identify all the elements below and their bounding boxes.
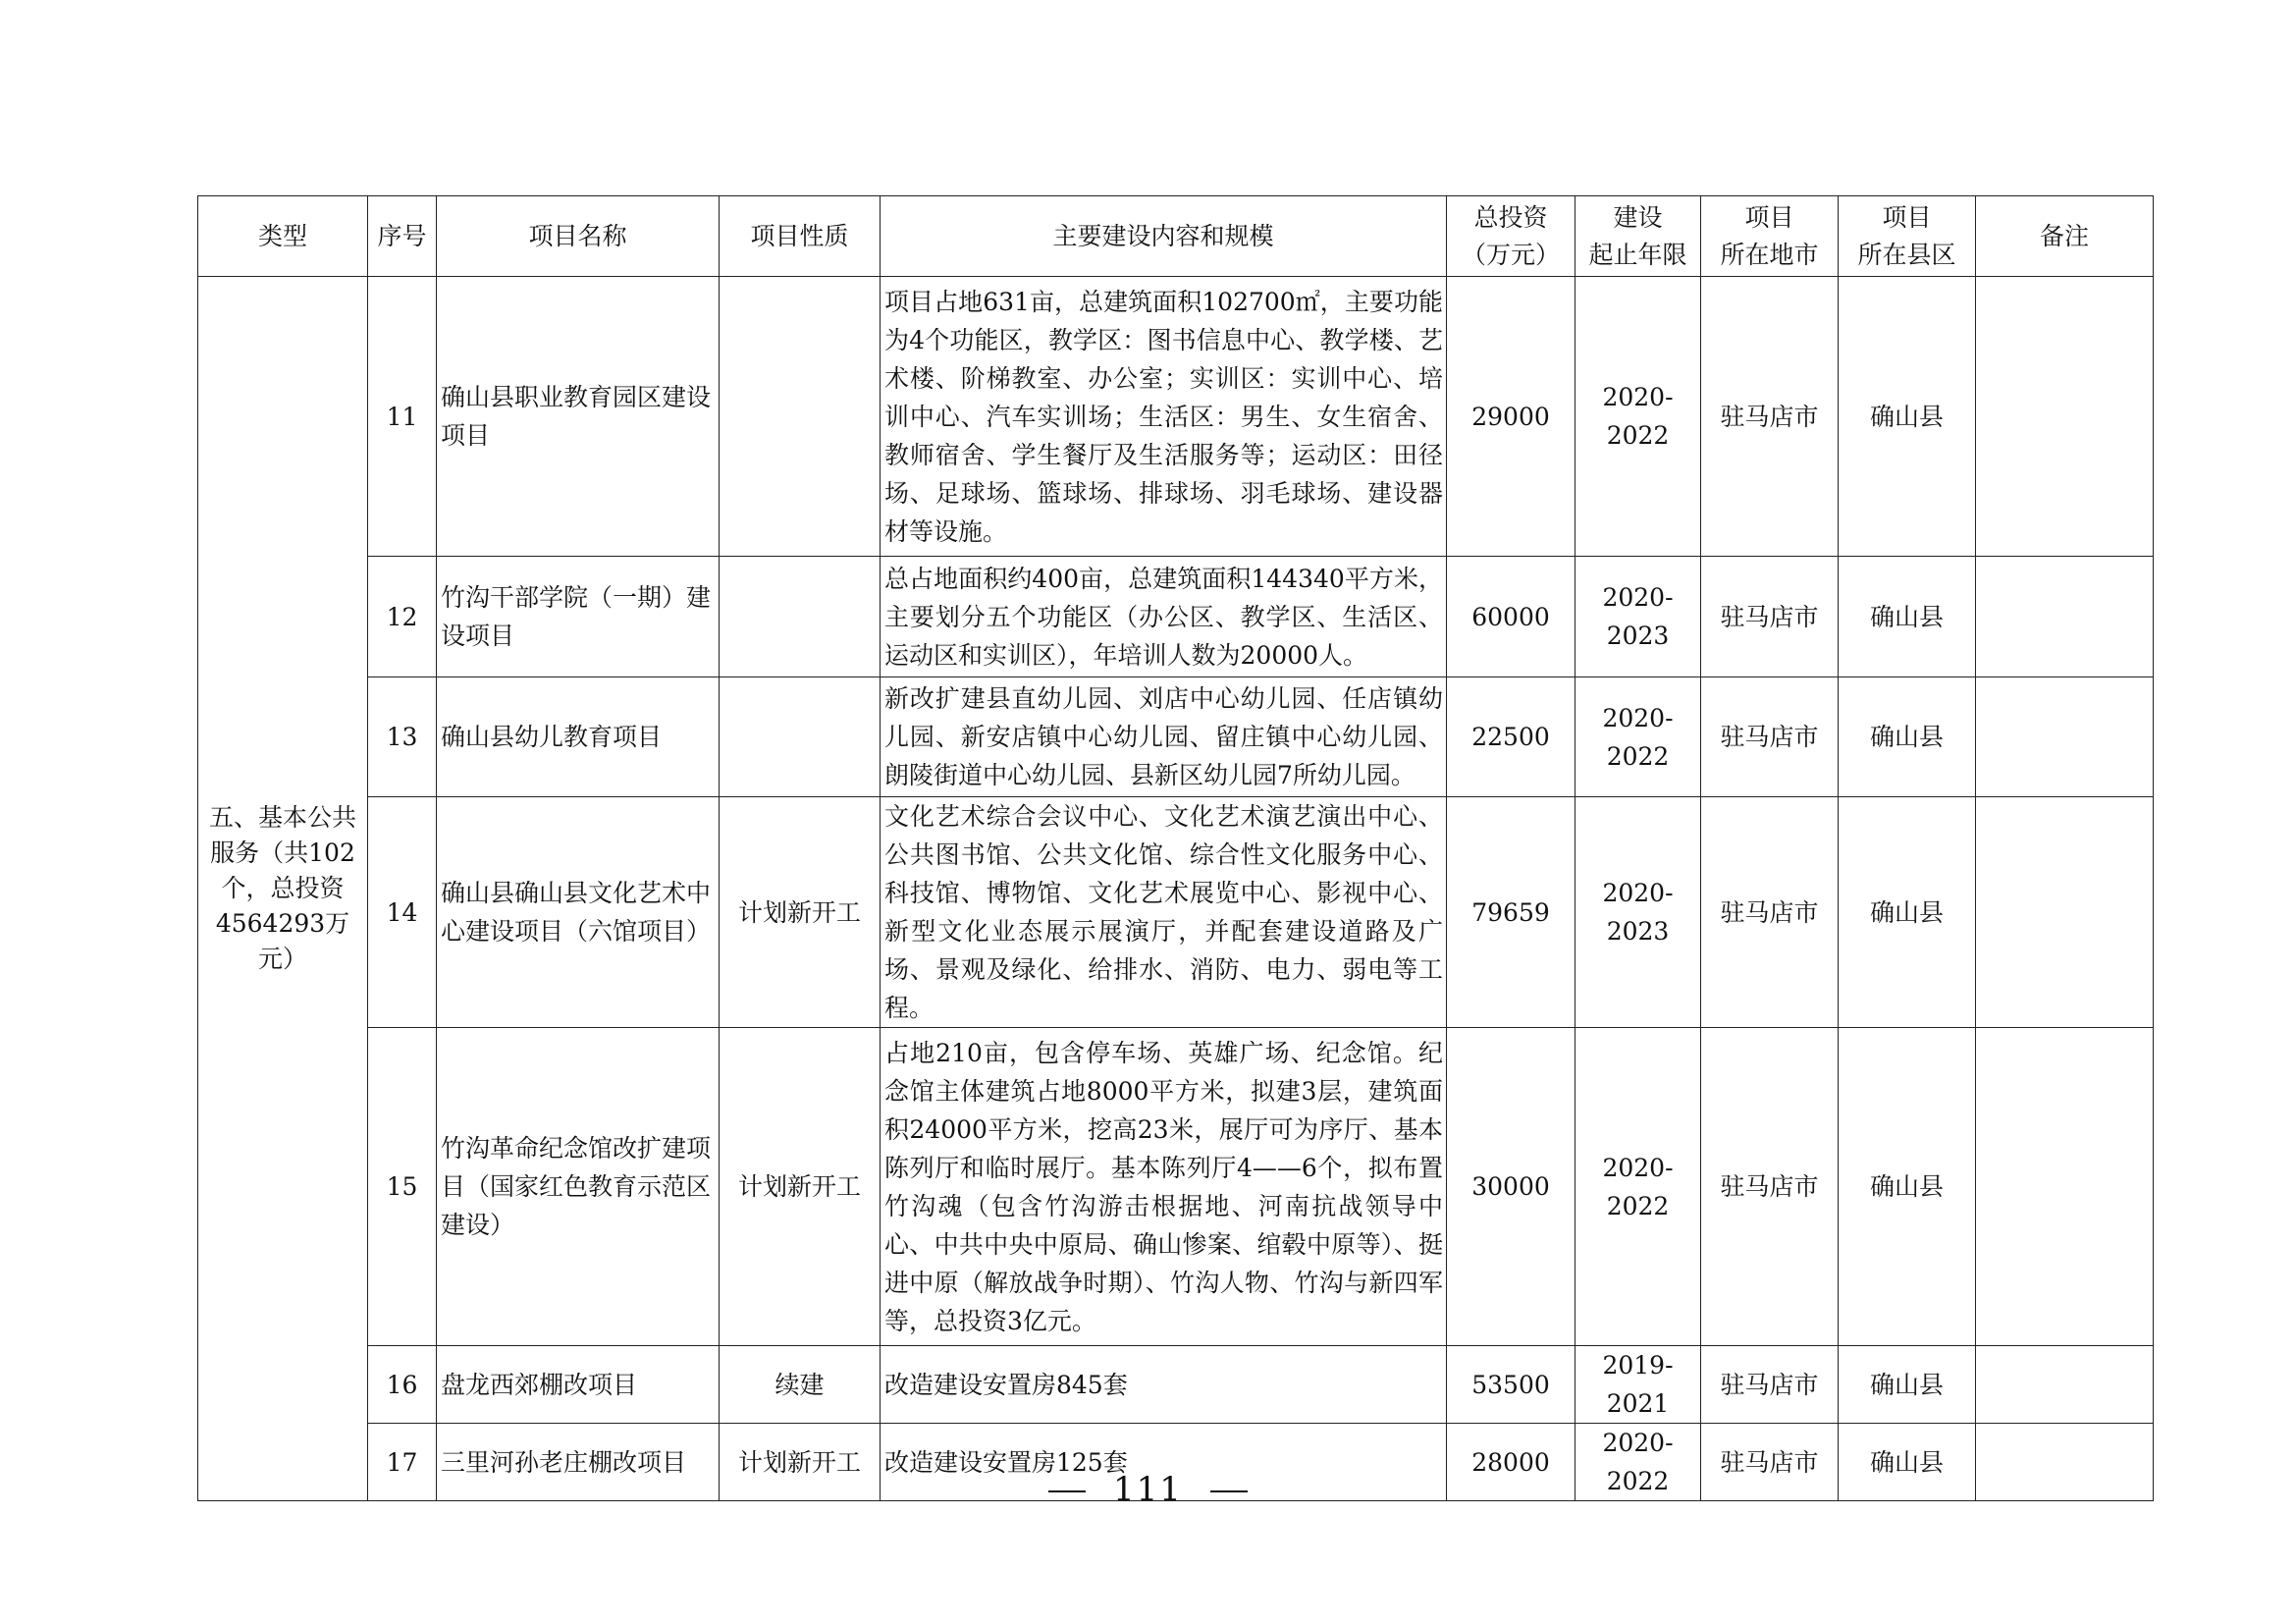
remark-cell: [1976, 797, 2154, 1028]
page-footer: [0, 1470, 2296, 1509]
header-city-line1: 项目: [1744, 202, 1794, 232]
seq-cell: 12: [368, 557, 437, 677]
county-cell: 确山县: [1839, 277, 1976, 557]
remark-cell: [1976, 677, 2154, 797]
project-table: [197, 195, 2154, 1501]
city-cell: 驻马店市: [1701, 557, 1839, 677]
table-row: [198, 277, 2154, 557]
name-cell: 盘龙西郊棚改项目: [437, 1346, 720, 1424]
remark-cell: [1976, 557, 2154, 677]
header-period-line1: 建设: [1613, 202, 1663, 232]
period-cell: 2020-2023: [1575, 557, 1701, 677]
remark-cell: [1976, 277, 2154, 557]
name-cell: 确山县职业教育园区建设项目: [437, 277, 720, 557]
name-cell: 竹沟革命纪念馆改扩建项目（国家红色教育示范区建设）: [437, 1028, 720, 1346]
header-county-line2: 所在县区: [1857, 240, 1956, 269]
nature-cell: 续建: [720, 1346, 881, 1424]
city-cell: 驻马店市: [1701, 1028, 1839, 1346]
header-invest-line2: （万元）: [1461, 240, 1560, 269]
name-cell: 确山县确山县文化艺术中心建设项目（六馆项目）: [437, 797, 720, 1028]
content-cell: 改造建设安置房845套: [881, 1346, 1447, 1424]
table-header-row: [198, 196, 2154, 277]
city-cell: 驻马店市: [1701, 677, 1839, 797]
seq-cell: 13: [368, 677, 437, 797]
county-cell: 确山县: [1839, 1346, 1976, 1424]
nature-cell: 计划新开工: [720, 797, 881, 1028]
name-cell: 竹沟干部学院（一期）建设项目: [437, 557, 720, 677]
city-cell: 驻马店市: [1701, 797, 1839, 1028]
city-cell: 驻马店市: [1701, 277, 1839, 557]
seq-cell: 14: [368, 797, 437, 1028]
header-invest-line1: 总投资: [1473, 202, 1548, 232]
county-cell: 确山县: [1839, 1028, 1976, 1346]
invest-cell: 79659: [1447, 797, 1575, 1028]
nature-cell: [720, 557, 881, 677]
seq-cell: 11: [368, 277, 437, 557]
remark-cell: [1976, 1346, 2154, 1424]
seq-cell: 17: [368, 1424, 437, 1501]
county-cell: 确山县: [1839, 1424, 1976, 1501]
content-cell: 总占地面积约400亩，总建筑面积144340平方米，主要划分五个功能区（办公区、教学区、生活区、运动区和实训区），年培训人数为20000人。: [881, 557, 1447, 677]
invest-cell: 29000: [1447, 277, 1575, 557]
period-cell: 2020-2023: [1575, 797, 1701, 1028]
city-cell: 驻马店市: [1701, 1346, 1839, 1424]
header-type: 类型: [198, 196, 368, 277]
period-cell: 2019-2021: [1575, 1346, 1701, 1424]
county-cell: 确山县: [1839, 797, 1976, 1028]
nature-cell: [720, 677, 881, 797]
header-name: 项目名称: [437, 196, 720, 277]
header-county-line1: 项目: [1882, 202, 1932, 232]
table-row: [198, 557, 2154, 677]
content-cell: 项目占地631亩，总建筑面积102700㎡，主要功能为4个功能区，教学区：图书信息中心、教学楼、艺术楼、阶梯教室、办公室；实训区：实训中心、培训中心、汽车实训场；生活区：男生、女生宿舍、教师宿舍、学生餐厅及生活服务等；运动区：田径场、足球场、篮球场、排球场、羽毛球场、建设器材等设施。: [881, 277, 1447, 557]
header-city-line2: 所在地市: [1720, 240, 1819, 269]
header-city: [1701, 196, 1839, 277]
invest-cell: 22500: [1447, 677, 1575, 797]
category-cell: 五、基本公共服务（共102个，总投资4564293万元）: [198, 277, 368, 1501]
invest-cell: 30000: [1447, 1028, 1575, 1346]
header-content: 主要建设内容和规模: [881, 196, 1447, 277]
remark-cell: [1976, 1028, 2154, 1346]
page-number: 111: [1113, 1470, 1183, 1509]
nature-cell: 计划新开工: [720, 1424, 881, 1501]
table-row: [198, 1028, 2154, 1346]
city-cell: 驻马店市: [1701, 1424, 1839, 1501]
header-period: [1575, 196, 1701, 277]
header-invest: [1447, 196, 1575, 277]
footer-dash-left: [1048, 1490, 1086, 1492]
period-cell: 2020-2022: [1575, 677, 1701, 797]
seq-cell: 16: [368, 1346, 437, 1424]
invest-cell: 53500: [1447, 1346, 1575, 1424]
seq-cell: 15: [368, 1028, 437, 1346]
name-cell: 确山县幼儿教育项目: [437, 677, 720, 797]
content-cell: 新改扩建县直幼儿园、刘店中心幼儿园、任店镇幼儿园、新安店镇中心幼儿园、留庄镇中心幼儿园、朗陵街道中心幼儿园、县新区幼儿园7所幼儿园。: [881, 677, 1447, 797]
county-cell: 确山县: [1839, 557, 1976, 677]
period-cell: 2020-2022: [1575, 277, 1701, 557]
header-nature: 项目性质: [720, 196, 881, 277]
header-remark: 备注: [1976, 196, 2154, 277]
nature-cell: 计划新开工: [720, 1028, 881, 1346]
period-cell: 2020-2022: [1575, 1028, 1701, 1346]
table-row: [198, 677, 2154, 797]
invest-cell: 28000: [1447, 1424, 1575, 1501]
county-cell: 确山县: [1839, 677, 1976, 797]
header-period-line2: 起止年限: [1588, 240, 1687, 269]
content-cell: 改造建设安置房125套: [881, 1424, 1447, 1501]
nature-cell: [720, 277, 881, 557]
content-cell: 占地210亩，包含停车场、英雄广场、纪念馆。纪念馆主体建筑占地8000平方米，拟建3层，建筑面积24000平方米，挖高23米，展厅可为序厅、基本陈列厅和临时展厅。基本陈列厅4——6个，拟布置竹沟魂（包含竹沟游击根据地、河南抗战领导中心、中共中央中原局、确山惨案、绾毂中原等）、挺进中原（解放战争时期）、竹沟人物、竹沟与新四军等，总投资3亿元。: [881, 1028, 1447, 1346]
table-row: [198, 797, 2154, 1028]
invest-cell: 60000: [1447, 557, 1575, 677]
footer-dash-right: [1210, 1490, 1248, 1492]
content-cell: 文化艺术综合会议中心、文化艺术演艺演出中心、公共图书馆、公共文化馆、综合性文化服务中心、科技馆、博物馆、文化艺术展览中心、影视中心、新型文化业态展示展演厅，并配套建设道路及广场、景观及绿化、给排水、消防、电力、弱电等工程。: [881, 797, 1447, 1028]
name-cell: 三里河孙老庄棚改项目: [437, 1424, 720, 1501]
table-row: [198, 1346, 2154, 1424]
header-county: [1839, 196, 1976, 277]
period-cell: 2020-2022: [1575, 1424, 1701, 1501]
header-seq: 序号: [368, 196, 437, 277]
